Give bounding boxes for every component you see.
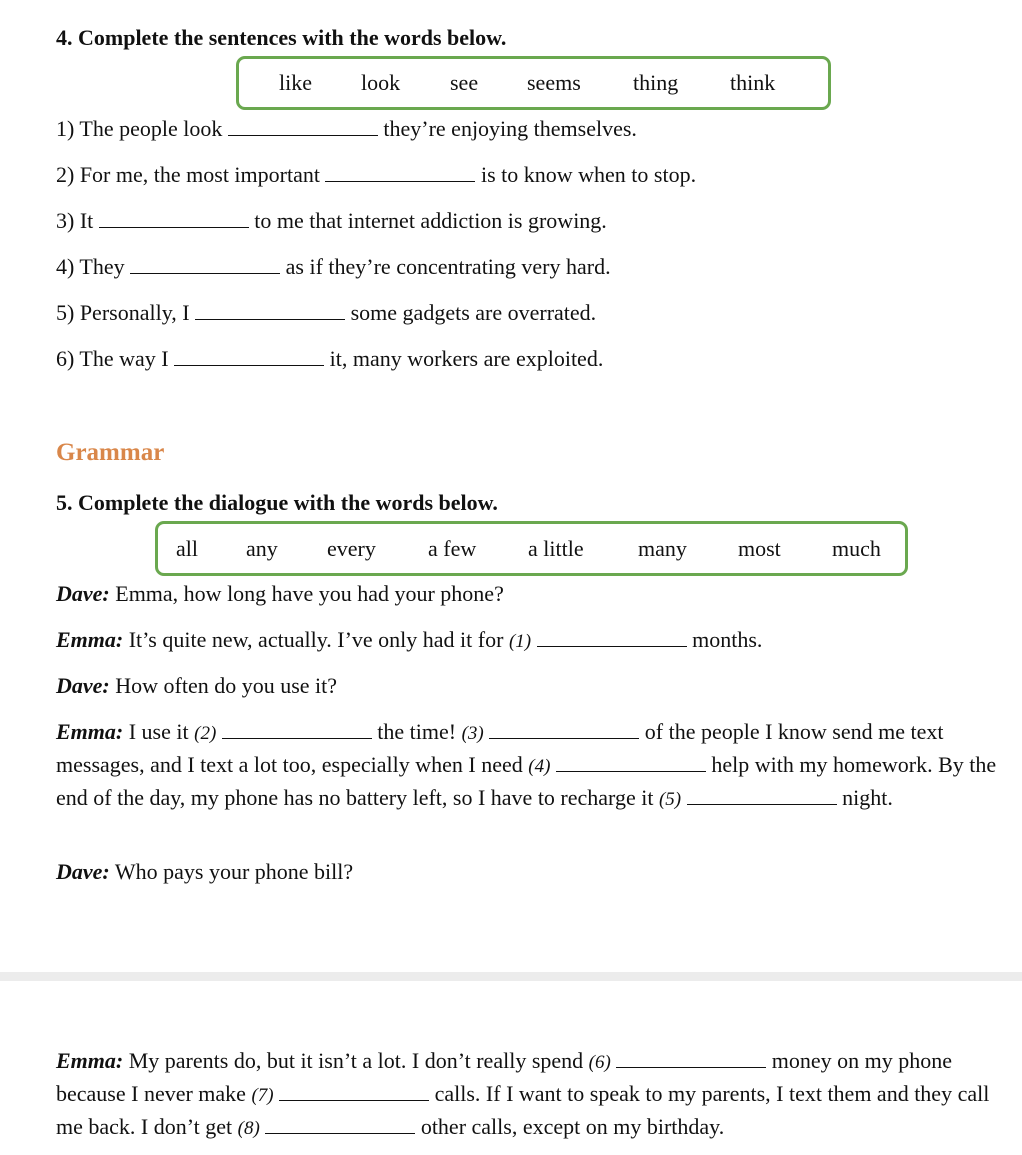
answer-blank[interactable] xyxy=(537,628,687,647)
speaker-label: Emma: xyxy=(56,627,124,652)
dialogue-text: of the people I know send me text messages, and I text a lot too, especially when I need xyxy=(56,719,944,777)
dialogue-text: night. xyxy=(842,785,893,810)
answer-blank[interactable] xyxy=(174,347,324,366)
dialogue-line-2 xyxy=(56,627,762,655)
sentence-text: 3) It xyxy=(56,208,94,233)
word-bank-item: thing xyxy=(633,70,679,95)
dialogue-line-6 xyxy=(56,1045,1006,1144)
word-bank-item: most xyxy=(738,536,781,561)
sentence-text: is to know when to stop. xyxy=(480,162,697,187)
sentence-text: they’re enjoying themselves. xyxy=(383,116,637,141)
word-bank-item: a few xyxy=(428,536,477,561)
sentence-text: to me that internet addiction is growing. xyxy=(254,208,607,233)
blank-number: (2) xyxy=(194,723,217,744)
blank-number: (3) xyxy=(461,723,484,744)
answer-blank[interactable] xyxy=(489,720,639,739)
dialogue-text: other calls, except on my birthday. xyxy=(420,1114,725,1139)
word-bank-item: see xyxy=(450,70,479,95)
sentence-6 xyxy=(56,346,603,372)
sentence-text: it, many workers are exploited. xyxy=(329,346,604,371)
answer-blank[interactable] xyxy=(99,209,249,228)
sentence-text: some gadgets are overrated. xyxy=(350,300,597,325)
word-bank-item: all xyxy=(176,536,198,561)
answer-blank[interactable] xyxy=(195,301,345,320)
dialogue-line-4 xyxy=(56,716,1006,815)
sentence-text: 4) They xyxy=(56,254,125,279)
word-bank-item: a little xyxy=(528,536,584,561)
sentence-text: as if they’re concentrating very hard. xyxy=(285,254,611,279)
dialogue-text: help with my homework. By the end of the day, my phone has no battery left, so I have to recharge it xyxy=(56,752,997,810)
answer-blank[interactable] xyxy=(616,1049,766,1068)
speaker-label: Emma: xyxy=(56,1048,124,1073)
page-separator xyxy=(0,972,1022,981)
sentence-1 xyxy=(56,116,637,142)
word-bank-item: many xyxy=(638,536,687,561)
sentence-5 xyxy=(56,300,596,326)
blank-number: (6) xyxy=(588,1052,611,1073)
answer-blank[interactable] xyxy=(556,753,706,772)
dialogue-line-5 xyxy=(56,859,353,885)
dialogue-line-1 xyxy=(56,581,504,607)
answer-blank[interactable] xyxy=(325,163,475,182)
blank-number: (7) xyxy=(251,1085,274,1106)
exercise-5-heading: 5. Complete the dialogue with the words below. xyxy=(56,490,498,515)
sentence-2 xyxy=(56,162,696,188)
sentence-text: 1) The people look xyxy=(56,116,223,141)
dialogue-text: Emma, how long have you had your phone? xyxy=(115,581,504,606)
speaker-label: Emma: xyxy=(56,719,124,744)
speaker-label: Dave: xyxy=(56,581,110,606)
word-bank-item: any xyxy=(246,536,278,561)
dialogue-text: How often do you use it? xyxy=(115,673,338,698)
blank-number: (8) xyxy=(237,1118,260,1139)
dialogue-text: the time! xyxy=(377,719,457,744)
blank-number: (1) xyxy=(508,631,532,652)
answer-blank[interactable] xyxy=(222,720,372,739)
sentence-text: 6) The way I xyxy=(56,346,169,371)
blank-number: (5) xyxy=(658,789,682,810)
dialogue-text: It’s quite new, actually. I’ve only had it for xyxy=(128,627,504,652)
word-bank-item: think xyxy=(730,70,776,95)
word-bank-item: seems xyxy=(527,70,581,95)
sentence-text: 2) For me, the most important xyxy=(56,162,320,187)
blank-number: (4) xyxy=(528,756,551,777)
sentence-text: 5) Personally, I xyxy=(56,300,190,325)
word-bank-4 xyxy=(236,56,831,110)
word-bank-item: much xyxy=(832,536,881,561)
dialogue-text: My parents do, but it isn’t a lot. I don’t really spend xyxy=(128,1048,584,1073)
dialogue-text: I use it xyxy=(128,719,189,744)
dialogue-text: Who pays your phone bill? xyxy=(114,859,354,884)
dialogue-text: money on my phone because I never make xyxy=(56,1048,953,1106)
exercise-4-heading: 4. Complete the sentences with the words below. xyxy=(56,25,507,50)
word-bank-item: every xyxy=(327,536,376,561)
answer-blank[interactable] xyxy=(687,786,837,805)
sentence-3 xyxy=(56,208,607,234)
word-bank-5 xyxy=(155,521,908,576)
dialogue-text: calls. If I want to speak to my parents, I text them and they call me back. I don’t get xyxy=(56,1081,990,1139)
answer-blank[interactable] xyxy=(130,255,280,274)
speaker-label: Dave: xyxy=(56,673,110,698)
sentence-4 xyxy=(56,254,611,280)
answer-blank[interactable] xyxy=(228,117,378,136)
worksheet-page-2 xyxy=(0,981,1022,1155)
answer-blank[interactable] xyxy=(265,1115,415,1134)
answer-blank[interactable] xyxy=(279,1082,429,1101)
word-bank-item: look xyxy=(361,70,401,95)
speaker-label: Dave: xyxy=(56,859,110,884)
word-bank-item: like xyxy=(279,70,312,95)
dialogue-text: months. xyxy=(692,627,763,652)
dialogue-line-3 xyxy=(56,673,337,699)
section-title-grammar: Grammar xyxy=(56,439,165,466)
